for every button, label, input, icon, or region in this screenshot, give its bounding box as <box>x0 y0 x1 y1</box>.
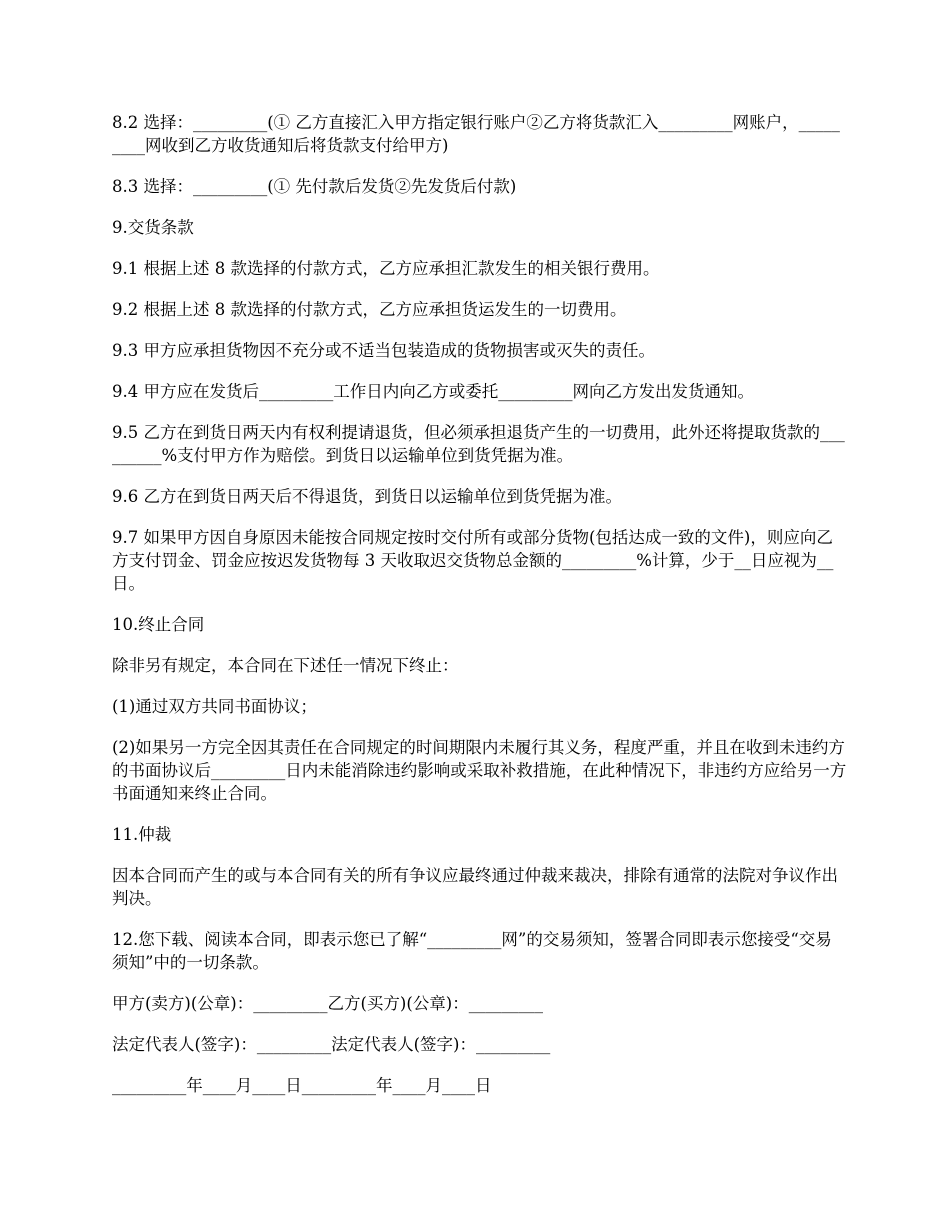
clause-9-1: 9.1 根据上述 8 款选择的付款方式，乙方应承担汇款发生的相关银行费用。 <box>112 259 660 278</box>
section-heading-10: 10.终止合同 <box>112 615 205 634</box>
termination-item-2: (2)如果另一方完全因其责任在合同规定的时间期限内未履行其义务，程度严重，并且在收到未违约方的书面协议后_________日内未能消除违约影响或采取补救措施，在此种情况下，非违约方应给另一方书面通知来终止合同。 <box>112 738 847 803</box>
clause-9-7: 9.7 如果甲方因自身原因未能按合同规定按时交付所有或部分货物(包括达成一致的文件)，则应向乙方支付罚金、罚金应按迟发货物每 3 天收取迟交货物总金额的_________%计算，少于__日应视为__日。 <box>112 528 834 593</box>
signature-representatives: 法定代表人(签字)：_________法定代表人(签字)：_________ <box>112 1035 551 1054</box>
signature-dates: _________年____月____日_________年____月____日 <box>112 1076 492 1095</box>
section-heading-11: 11.仲裁 <box>112 825 172 844</box>
signature-seals: 甲方(卖方)(公章)：_________乙方(买方)(公章)：_________ <box>112 994 543 1013</box>
clause-9-6: 9.6 乙方在到货日两天后不得退货，到货日以运输单位到货凭据为准。 <box>112 487 622 506</box>
clause-12: 12.您下载、阅读本合同，即表示您已了解“_________网”的交易须知，签署合同即表示您接受“交易须知”中的一切条款。 <box>112 930 832 972</box>
termination-intro: 除非另有规定，本合同在下述任一情况下终止： <box>112 656 459 675</box>
clause-9-4: 9.4 甲方应在发货后_________工作日内向乙方或委托_________网向乙方发出发货通知。 <box>112 382 754 401</box>
section-heading-9: 9.交货条款 <box>112 218 194 237</box>
clause-9-2: 9.2 根据上述 8 款选择的付款方式，乙方应承担货运发生的一切费用。 <box>112 300 627 319</box>
contract-document <box>112 111 848 1115</box>
clause-9-3: 9.3 甲方应承担货物因不充分或不适当包装造成的货物损害或灭失的责任。 <box>112 341 655 360</box>
clause-8-2: 8.2 选择：_________(① 乙方直接汇入甲方指定银行账户②乙方将货款汇入_________网账户，_________网收到乙方收货通知后将货款支付给甲方) <box>112 113 840 155</box>
arbitration-text: 因本合同而产生的或与本合同有关的所有争议应最终通过仲裁来裁决，排除有通常的法院对争议作出判决。 <box>112 866 838 908</box>
clause-9-5: 9.5 乙方在到货日两天内有权利提请退货，但必须承担退货产生的一切费用，此外还将提取货款的_________%支付甲方作为赔偿。到货日以运输单位到货凭据为准。 <box>112 423 845 465</box>
clause-8-3: 8.3 选择：_________(① 先付款后发货②先发货后付款) <box>112 177 517 196</box>
termination-item-1: (1)通过双方共同书面协议； <box>112 697 317 716</box>
